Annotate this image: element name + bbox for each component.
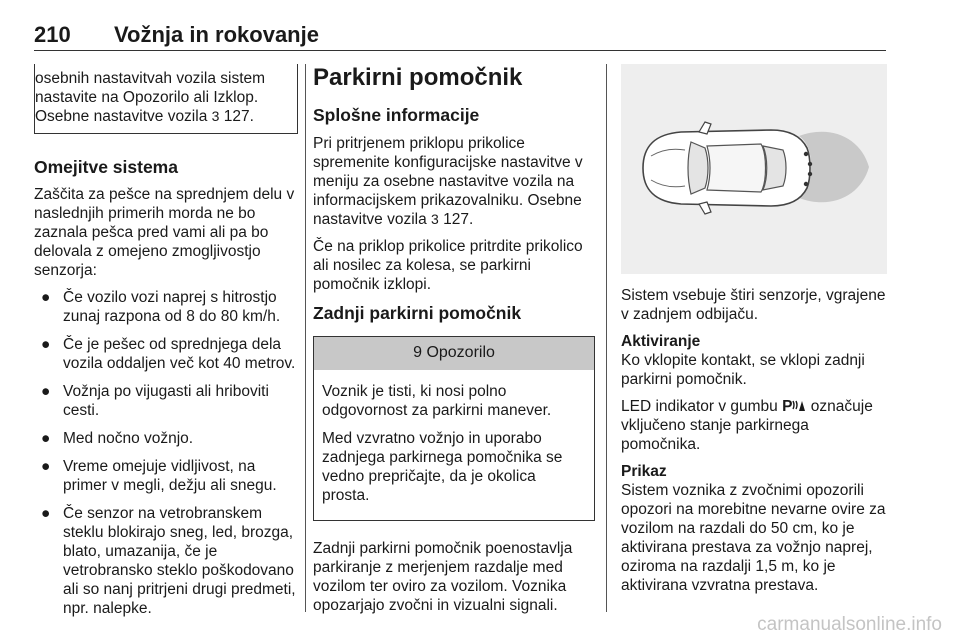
column-divider-1 — [305, 64, 306, 612]
column-2 — [313, 64, 595, 623]
watermark: carmanualsonline.info — [757, 614, 942, 635]
trailer-paragraph: Če na priklop prikolice pritrdite prikolico ali nosilec za kolesa, se parkirni pomočnik izklopi. — [313, 238, 583, 293]
section-title-limitations: Omejitve sistema — [34, 157, 178, 177]
warning-header — [314, 337, 594, 370]
reference-arrow-icon: 3 — [431, 211, 439, 227]
rear-assist-description: Zadnji parkirni pomočnik poenostavlja parkiranje z merjenjem razdalje med vozilom ter oviro za vozilom. Voznika opozarjajo zvočni in vizualni signali. — [313, 540, 573, 614]
limitations-list — [34, 288, 298, 618]
warning-box — [313, 336, 595, 521]
continued-text-box — [34, 64, 298, 134]
activation-paragraph: Ko vklopite kontakt, se vklopi zadnji parkirni pomočnik. — [621, 352, 865, 388]
limitations-intro: Zaščita za pešce na sprednjem delu v naslednjih primerih morda ne bo zaznala pešca pred vami ali pa bo delovala z omejeno zmogljivostjo senzorja: — [34, 186, 295, 279]
warning-triangle-icon: 9 — [413, 344, 422, 361]
warning-body — [314, 370, 594, 520]
general-info-paragraph: Pri pritrjenem priklopu prikolice spremenite konfiguracijske nastavitve v meniju za osebne nastavitve vozila na informacijskem prikazovalniku. Osebne nastavitve vozila 3 127. — [313, 135, 583, 228]
warning-paragraph: Med vzvratno vožnjo in uporabo zadnjega parkirnega pomočnika se vedno prepričajte, da je okolica prosta. — [322, 430, 563, 504]
section-title-parking-assist: Parkirni pomočnik — [313, 64, 523, 91]
page-number: 210 — [34, 22, 71, 47]
bullet-icon: ● — [41, 336, 51, 353]
list-item: ● Če senzor na vetrobranskem steklu blokirajo sneg, led, brozga, blato, umazanija, če je vetrobransko steklo poškodovano ali so nanj pritrjeni drugi predmeti, npr. nalepke. — [41, 505, 296, 617]
parking-assist-button-icon: P — [782, 398, 806, 415]
warning-title: Opozorilo — [426, 344, 495, 361]
reference-arrow-icon: 3 — [211, 108, 220, 124]
page-ref: 127. — [443, 211, 474, 228]
list-item: ● Če vozilo vozi naprej s hitrostjo zunaj razpona od 8 do 80 km/h. — [41, 289, 281, 325]
bullet-icon: ● — [41, 458, 51, 475]
heading-display: Prikaz — [621, 463, 667, 480]
subtitle-general-info: Splošne informacije — [313, 105, 480, 125]
column-divider-2 — [606, 64, 607, 612]
car-sensor-illustration — [621, 64, 887, 274]
list-item: ● Če je pešec od sprednjega dela vozila oddaljen več kot 40 metrov. — [41, 336, 296, 372]
display-paragraph: Sistem voznika z zvočnimi opozorili opozori na morebitne nevarne ovire za vozilom na razdali do 50 cm, ko je aktivirana prestava za vožnjo naprej, oziroma na razdalji 1,5 m, ko je aktivirana vzvratna prestava. — [621, 482, 886, 594]
chapter-title: Vožnja in rokovanje — [114, 22, 319, 47]
warning-paragraph: Voznik je tisti, ki nosi polno odgovornost za parkirni manever. — [322, 383, 552, 419]
list-item: ● Med nočno vožnjo. — [41, 430, 194, 447]
figure-caption: Sistem vsebuje štiri senzorje, vgrajene v zadnjem odbijaču. — [621, 287, 886, 323]
column-1 — [34, 64, 298, 627]
heading-activation: Aktiviranje — [621, 333, 701, 350]
led-indicator-paragraph: LED indikator v gumbu P označuje vključeno stanje parkirnega pomočnika. — [621, 398, 873, 453]
list-item: ● Vreme omejuje vidljivost, na primer v megli, dežju ali snegu. — [41, 458, 277, 494]
subtitle-rear-parking-assist: Zadnji parkirni pomočnik — [313, 303, 522, 323]
page-header — [34, 8, 886, 47]
car-top-view-icon — [621, 64, 887, 274]
box-text: osebnih nastavitvah vozila sistem nastavite na Opozorilo ali Izklop. Osebne nastavitve vozila — [35, 70, 266, 125]
bullet-icon: ● — [41, 505, 51, 522]
bullet-icon: ● — [41, 383, 51, 400]
box-page-ref: 127. — [223, 108, 254, 125]
bullet-icon: ● — [41, 289, 51, 306]
column-3 — [621, 64, 887, 603]
list-item: ● Vožnja po vijugasti ali hriboviti cesti. — [41, 383, 269, 419]
bullet-icon: ● — [41, 430, 51, 447]
header-rule — [34, 50, 886, 51]
